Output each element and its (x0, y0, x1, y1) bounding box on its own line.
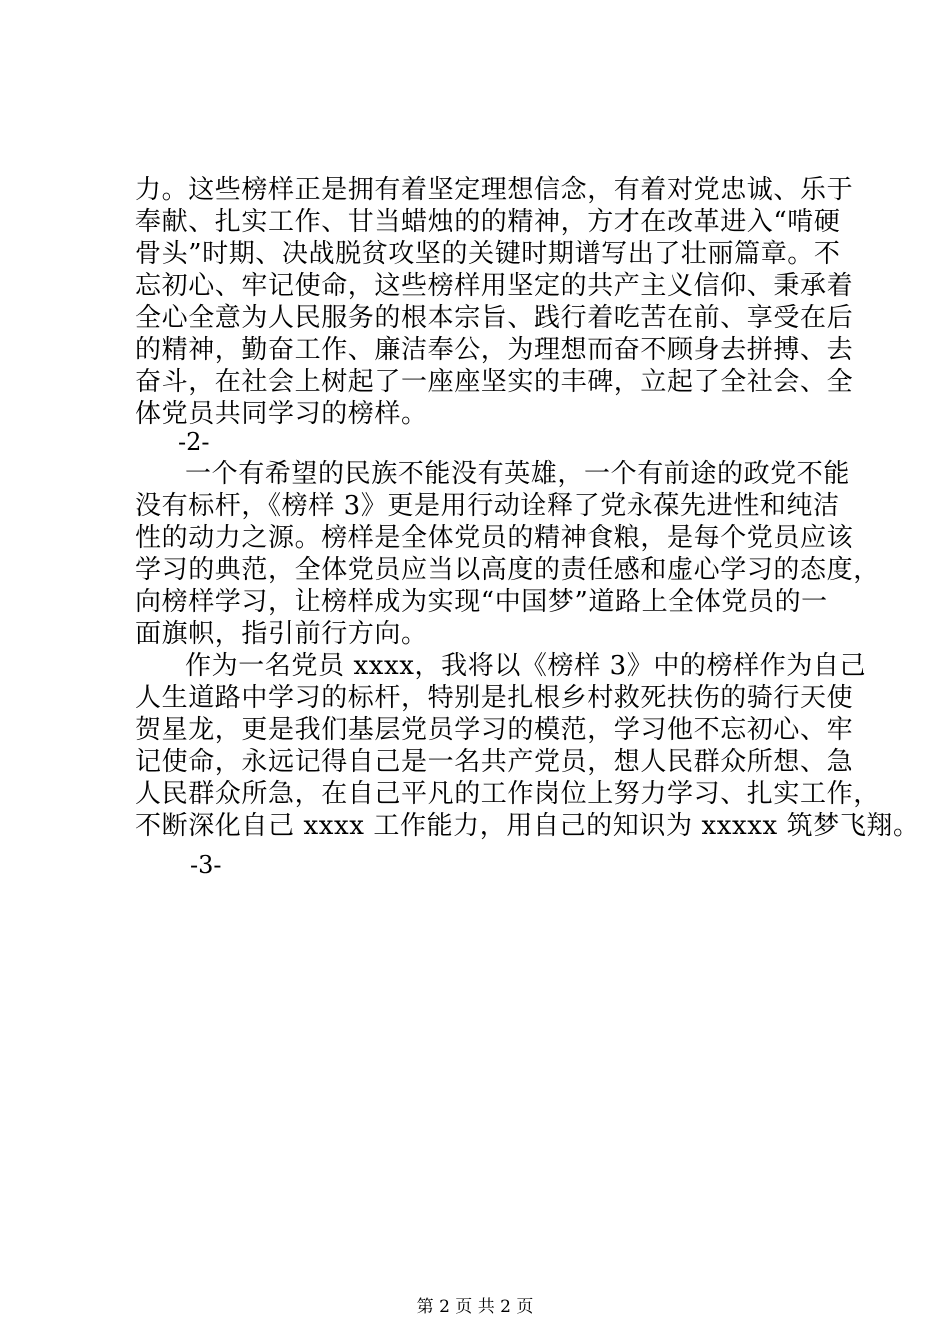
paragraph-1-line-3: 骨头”时期、决战脱贫攻坚的关键时期谱写出了壮丽篇章。不 (135, 239, 841, 269)
page-footer: 第 2 页 共 2 页 (416, 1297, 534, 1317)
paragraph-3-line-6: 不断深化自己 xxxx 工作能力，用自己的知识为 xxxxx 筑梦飞翔。 (135, 811, 920, 841)
paragraph-3-line-1: 作为一名党员 xxxx，我将以《榜样 3》中的榜样作为自己 (185, 651, 867, 681)
paragraph-1-line-6: 的精神，勤奋工作、廉洁奉公，为理想而奋不顾身去拼搏、去 (135, 335, 854, 365)
paragraph-3-line-4: 记使命，永远记得自己是一名共产党员，想人民群众所想、急 (135, 747, 854, 777)
paragraph-2-line-5: 向榜样学习，让榜样成为实现“中国梦”道路上全体党员的一 (135, 587, 828, 617)
paragraph-2-line-6: 面旗帜，指引前行方向。 (135, 619, 428, 649)
paragraph-2-line-1: 一个有希望的民族不能没有英雄，一个有前途的政党不能 (185, 459, 851, 489)
paragraph-2-line-3: 性的动力之源。榜样是全体党员的精神食粮，是每个党员应该 (135, 523, 854, 553)
paragraph-1-line-7: 奋斗，在社会上树起了一座座坚实的丰碑，立起了全社会、全 (135, 367, 854, 397)
paragraph-3-line-3: 贺星龙，更是我们基层党员学习的模范，学习他不忘初心、牢 (135, 715, 854, 745)
paragraph-2-line-4: 学习的典范，全体党员应当以高度的责任感和虚心学习的态度， (135, 555, 880, 585)
paragraph-1-line-5: 全心全意为人民服务的根本宗旨、践行着吃苦在前、享受在后 (135, 303, 854, 333)
page-marker-3: -3- (190, 851, 222, 879)
paragraph-1-line-1: 力。这些榜样正是拥有着坚定理想信念，有着对党忠诚、乐于 (135, 175, 854, 205)
page-marker-2: -2- (178, 428, 210, 456)
paragraph-3-line-2: 人生道路中学习的标杆，特别是扎根乡村救死扶伤的骑行天使 (135, 683, 854, 713)
paragraph-1-line-2: 奉献、扎实工作、甘当蜡烛的的精神，方才在改革进入“啃硬 (135, 207, 841, 237)
paragraph-1-line-8: 体党员共同学习的榜样。 (135, 399, 428, 429)
paragraph-2-line-2: 没有标杆，《榜样 3》更是用行动诠释了党永葆先进性和纯洁 (135, 491, 840, 521)
paragraph-3-line-5: 人民群众所急，在自己平凡的工作岗位上努力学习、扎实工作， (135, 779, 880, 809)
paragraph-1-line-4: 忘初心、牢记使命，这些榜样用坚定的共产主义信仰、秉承着 (135, 271, 854, 301)
